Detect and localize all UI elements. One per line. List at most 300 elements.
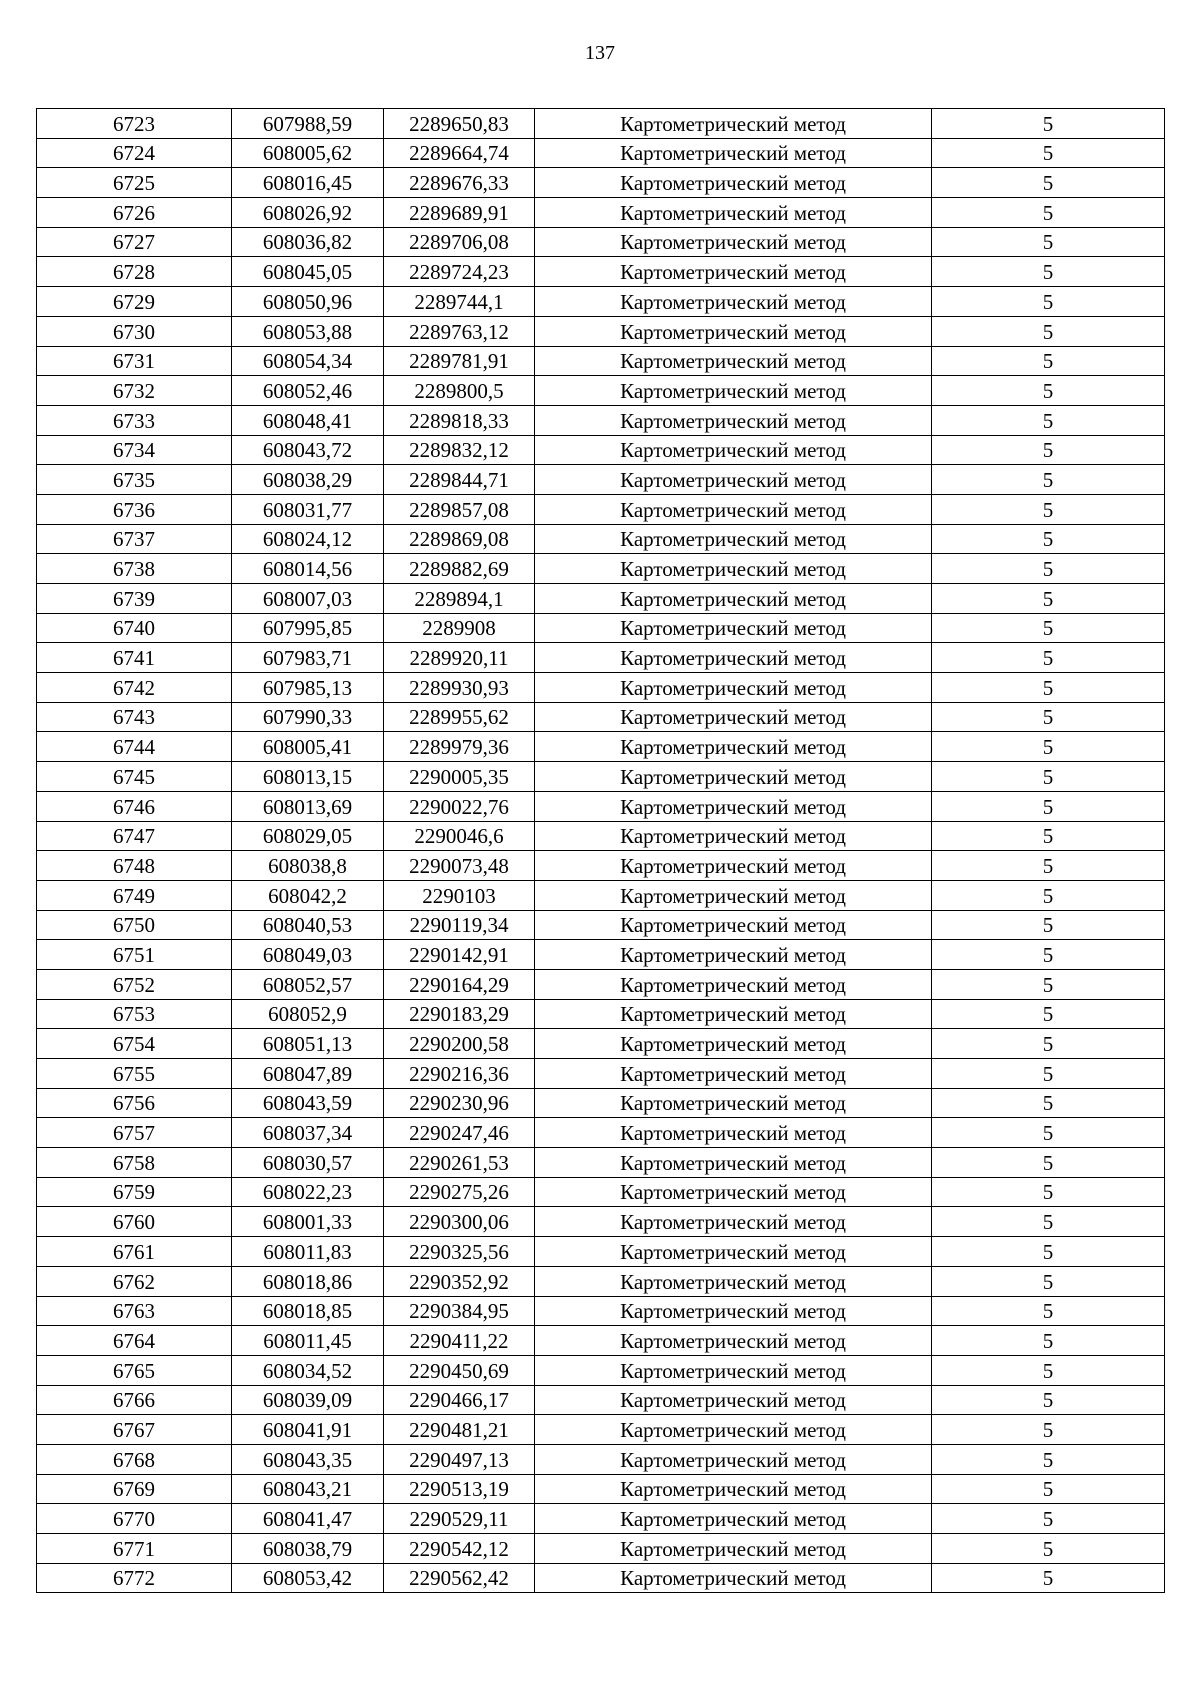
method-cell: Картометрический метод (535, 1326, 932, 1356)
point-number-cell: 6749 (37, 880, 232, 910)
accuracy-cell: 5 (932, 1415, 1165, 1445)
y-coordinate-cell: 2290513,19 (384, 1474, 535, 1504)
method-cell: Картометрический метод (535, 1237, 932, 1267)
table-row (37, 1266, 1165, 1296)
method-cell: Картометрический метод (535, 227, 932, 257)
accuracy-cell: 5 (932, 791, 1165, 821)
point-number-cell: 6748 (37, 851, 232, 881)
y-coordinate-cell: 2290411,22 (384, 1326, 535, 1356)
accuracy-cell: 5 (932, 198, 1165, 228)
y-coordinate-cell: 2290230,96 (384, 1088, 535, 1118)
point-number-cell: 6733 (37, 405, 232, 435)
y-coordinate-cell: 2290352,92 (384, 1266, 535, 1296)
table-row (37, 1326, 1165, 1356)
y-coordinate-cell: 2289724,23 (384, 257, 535, 287)
point-number-cell: 6740 (37, 613, 232, 643)
y-coordinate-cell: 2290384,95 (384, 1296, 535, 1326)
method-cell: Картометрический метод (535, 524, 932, 554)
y-coordinate-cell: 2289930,93 (384, 673, 535, 703)
accuracy-cell: 5 (932, 1474, 1165, 1504)
point-number-cell: 6727 (37, 227, 232, 257)
accuracy-cell: 5 (932, 316, 1165, 346)
method-cell: Картометрический метод (535, 732, 932, 762)
coordinates-table-body (37, 109, 1165, 1593)
table-row (37, 1444, 1165, 1474)
y-coordinate-cell: 2289744,1 (384, 287, 535, 317)
y-coordinate-cell: 2290300,06 (384, 1207, 535, 1237)
y-coordinate-cell: 2290005,35 (384, 762, 535, 792)
point-number-cell: 6742 (37, 673, 232, 703)
table-row (37, 1415, 1165, 1445)
accuracy-cell: 5 (932, 346, 1165, 376)
point-number-cell: 6752 (37, 969, 232, 999)
point-number-cell: 6741 (37, 643, 232, 673)
method-cell: Картометрический метод (535, 554, 932, 584)
x-coordinate-cell: 607990,33 (232, 702, 384, 732)
method-cell: Картометрический метод (535, 821, 932, 851)
point-number-cell: 6769 (37, 1474, 232, 1504)
table-row (37, 257, 1165, 287)
x-coordinate-cell: 608016,45 (232, 168, 384, 198)
accuracy-cell: 5 (932, 1059, 1165, 1089)
method-cell: Картометрический метод (535, 316, 932, 346)
point-number-cell: 6767 (37, 1415, 232, 1445)
point-number-cell: 6747 (37, 821, 232, 851)
y-coordinate-cell: 2289979,36 (384, 732, 535, 762)
x-coordinate-cell: 608013,69 (232, 791, 384, 821)
method-cell: Картометрический метод (535, 257, 932, 287)
method-cell: Картометрический метод (535, 910, 932, 940)
table-row (37, 554, 1165, 584)
accuracy-cell: 5 (932, 168, 1165, 198)
table-row (37, 316, 1165, 346)
table-row (37, 138, 1165, 168)
method-cell: Картометрический метод (535, 880, 932, 910)
table-row (37, 1534, 1165, 1564)
y-coordinate-cell: 2289844,71 (384, 465, 535, 495)
x-coordinate-cell: 608018,86 (232, 1266, 384, 1296)
point-number-cell: 6744 (37, 732, 232, 762)
point-number-cell: 6743 (37, 702, 232, 732)
x-coordinate-cell: 608011,45 (232, 1326, 384, 1356)
point-number-cell: 6756 (37, 1088, 232, 1118)
x-coordinate-cell: 608053,42 (232, 1563, 384, 1593)
y-coordinate-cell: 2290022,76 (384, 791, 535, 821)
accuracy-cell: 5 (932, 287, 1165, 317)
table-row (37, 1474, 1165, 1504)
y-coordinate-cell: 2290247,46 (384, 1118, 535, 1148)
table-row (37, 465, 1165, 495)
y-coordinate-cell: 2290142,91 (384, 940, 535, 970)
x-coordinate-cell: 607983,71 (232, 643, 384, 673)
method-cell: Картометрический метод (535, 1177, 932, 1207)
table-row (37, 584, 1165, 614)
method-cell: Картометрический метод (535, 346, 932, 376)
x-coordinate-cell: 608052,9 (232, 999, 384, 1029)
accuracy-cell: 5 (932, 851, 1165, 881)
x-coordinate-cell: 608047,89 (232, 1059, 384, 1089)
y-coordinate-cell: 2289920,11 (384, 643, 535, 673)
table-row (37, 1148, 1165, 1178)
point-number-cell: 6771 (37, 1534, 232, 1564)
method-cell: Картометрический метод (535, 643, 932, 673)
y-coordinate-cell: 2290261,53 (384, 1148, 535, 1178)
y-coordinate-cell: 2290275,26 (384, 1177, 535, 1207)
y-coordinate-cell: 2290450,69 (384, 1355, 535, 1385)
method-cell: Картометрический метод (535, 1534, 932, 1564)
y-coordinate-cell: 2290497,13 (384, 1444, 535, 1474)
x-coordinate-cell: 608048,41 (232, 405, 384, 435)
point-number-cell: 6755 (37, 1059, 232, 1089)
method-cell: Картометрический метод (535, 138, 932, 168)
y-coordinate-cell: 2289664,74 (384, 138, 535, 168)
x-coordinate-cell: 607995,85 (232, 613, 384, 643)
y-coordinate-cell: 2289781,91 (384, 346, 535, 376)
point-number-cell: 6751 (37, 940, 232, 970)
table-row (37, 1563, 1165, 1593)
accuracy-cell: 5 (932, 1177, 1165, 1207)
x-coordinate-cell: 608049,03 (232, 940, 384, 970)
x-coordinate-cell: 608041,47 (232, 1504, 384, 1534)
table-row (37, 702, 1165, 732)
method-cell: Картометрический метод (535, 1148, 932, 1178)
y-coordinate-cell: 2290481,21 (384, 1415, 535, 1445)
x-coordinate-cell: 608007,03 (232, 584, 384, 614)
method-cell: Картометрический метод (535, 999, 932, 1029)
table-row (37, 1237, 1165, 1267)
point-number-cell: 6723 (37, 109, 232, 139)
table-row (37, 376, 1165, 406)
method-cell: Картометрический метод (535, 1029, 932, 1059)
x-coordinate-cell: 608005,62 (232, 138, 384, 168)
y-coordinate-cell: 2290164,29 (384, 969, 535, 999)
y-coordinate-cell: 2289818,33 (384, 405, 535, 435)
point-number-cell: 6725 (37, 168, 232, 198)
method-cell: Картометрический метод (535, 851, 932, 881)
point-number-cell: 6768 (37, 1444, 232, 1474)
method-cell: Картометрический метод (535, 465, 932, 495)
x-coordinate-cell: 608022,23 (232, 1177, 384, 1207)
accuracy-cell: 5 (932, 613, 1165, 643)
method-cell: Картометрический метод (535, 1296, 932, 1326)
point-number-cell: 6772 (37, 1563, 232, 1593)
table-row (37, 1355, 1165, 1385)
point-number-cell: 6753 (37, 999, 232, 1029)
x-coordinate-cell: 608045,05 (232, 257, 384, 287)
method-cell: Картометрический метод (535, 109, 932, 139)
method-cell: Картометрический метод (535, 1504, 932, 1534)
method-cell: Картометрический метод (535, 494, 932, 524)
accuracy-cell: 5 (932, 376, 1165, 406)
method-cell: Картометрический метод (535, 1385, 932, 1415)
accuracy-cell: 5 (932, 138, 1165, 168)
point-number-cell: 6735 (37, 465, 232, 495)
table-row (37, 851, 1165, 881)
y-coordinate-cell: 2289955,62 (384, 702, 535, 732)
method-cell: Картометрический метод (535, 1444, 932, 1474)
y-coordinate-cell: 2290562,42 (384, 1563, 535, 1593)
accuracy-cell: 5 (932, 999, 1165, 1029)
table-row (37, 346, 1165, 376)
accuracy-cell: 5 (932, 554, 1165, 584)
table-row (37, 673, 1165, 703)
method-cell: Картометрический метод (535, 673, 932, 703)
accuracy-cell: 5 (932, 702, 1165, 732)
y-coordinate-cell: 2289763,12 (384, 316, 535, 346)
method-cell: Картометрический метод (535, 168, 932, 198)
accuracy-cell: 5 (932, 1355, 1165, 1385)
point-number-cell: 6763 (37, 1296, 232, 1326)
accuracy-cell: 5 (932, 1207, 1165, 1237)
accuracy-cell: 5 (932, 109, 1165, 139)
table-row (37, 940, 1165, 970)
x-coordinate-cell: 608050,96 (232, 287, 384, 317)
x-coordinate-cell: 608037,34 (232, 1118, 384, 1148)
table-row (37, 227, 1165, 257)
accuracy-cell: 5 (932, 465, 1165, 495)
method-cell: Картометрический метод (535, 287, 932, 317)
x-coordinate-cell: 608034,52 (232, 1355, 384, 1385)
method-cell: Картометрический метод (535, 1415, 932, 1445)
x-coordinate-cell: 608041,91 (232, 1415, 384, 1445)
accuracy-cell: 5 (932, 940, 1165, 970)
x-coordinate-cell: 608051,13 (232, 1029, 384, 1059)
accuracy-cell: 5 (932, 1237, 1165, 1267)
table-row (37, 435, 1165, 465)
accuracy-cell: 5 (932, 1029, 1165, 1059)
table-row (37, 821, 1165, 851)
x-coordinate-cell: 608043,21 (232, 1474, 384, 1504)
method-cell: Картометрический метод (535, 435, 932, 465)
point-number-cell: 6732 (37, 376, 232, 406)
table-row (37, 1118, 1165, 1148)
table-row (37, 168, 1165, 198)
point-number-cell: 6729 (37, 287, 232, 317)
x-coordinate-cell: 608053,88 (232, 316, 384, 346)
y-coordinate-cell: 2290103 (384, 880, 535, 910)
table-row (37, 198, 1165, 228)
table-row (37, 1385, 1165, 1415)
method-cell: Картометрический метод (535, 405, 932, 435)
accuracy-cell: 5 (932, 910, 1165, 940)
table-row (37, 791, 1165, 821)
point-number-cell: 6739 (37, 584, 232, 614)
point-number-cell: 6734 (37, 435, 232, 465)
table-row (37, 762, 1165, 792)
method-cell: Картометрический метод (535, 1563, 932, 1593)
method-cell: Картометрический метод (535, 376, 932, 406)
method-cell: Картометрический метод (535, 584, 932, 614)
table-row (37, 643, 1165, 673)
accuracy-cell: 5 (932, 1534, 1165, 1564)
point-number-cell: 6736 (37, 494, 232, 524)
accuracy-cell: 5 (932, 1504, 1165, 1534)
accuracy-cell: 5 (932, 1385, 1165, 1415)
x-coordinate-cell: 608052,57 (232, 969, 384, 999)
y-coordinate-cell: 2290200,58 (384, 1029, 535, 1059)
x-coordinate-cell: 608014,56 (232, 554, 384, 584)
point-number-cell: 6726 (37, 198, 232, 228)
method-cell: Картометрический метод (535, 1118, 932, 1148)
method-cell: Картометрический метод (535, 702, 932, 732)
accuracy-cell: 5 (932, 1266, 1165, 1296)
x-coordinate-cell: 608052,46 (232, 376, 384, 406)
y-coordinate-cell: 2289676,33 (384, 168, 535, 198)
y-coordinate-cell: 2289894,1 (384, 584, 535, 614)
table-row (37, 999, 1165, 1029)
accuracy-cell: 5 (932, 1326, 1165, 1356)
x-coordinate-cell: 608043,72 (232, 435, 384, 465)
method-cell: Картометрический метод (535, 969, 932, 999)
x-coordinate-cell: 608001,33 (232, 1207, 384, 1237)
accuracy-cell: 5 (932, 762, 1165, 792)
table-row (37, 732, 1165, 762)
coordinates-table (36, 108, 1165, 1593)
point-number-cell: 6730 (37, 316, 232, 346)
accuracy-cell: 5 (932, 257, 1165, 287)
table-row (37, 405, 1165, 435)
point-number-cell: 6757 (37, 1118, 232, 1148)
point-number-cell: 6765 (37, 1355, 232, 1385)
table-row (37, 1296, 1165, 1326)
table-row (37, 494, 1165, 524)
method-cell: Картометрический метод (535, 1088, 932, 1118)
x-coordinate-cell: 608054,34 (232, 346, 384, 376)
accuracy-cell: 5 (932, 1296, 1165, 1326)
x-coordinate-cell: 608038,79 (232, 1534, 384, 1564)
method-cell: Картометрический метод (535, 940, 932, 970)
x-coordinate-cell: 608011,83 (232, 1237, 384, 1267)
y-coordinate-cell: 2290529,11 (384, 1504, 535, 1534)
point-number-cell: 6750 (37, 910, 232, 940)
table-row (37, 969, 1165, 999)
accuracy-cell: 5 (932, 1088, 1165, 1118)
table-row (37, 524, 1165, 554)
accuracy-cell: 5 (932, 1563, 1165, 1593)
accuracy-cell: 5 (932, 435, 1165, 465)
x-coordinate-cell: 608018,85 (232, 1296, 384, 1326)
x-coordinate-cell: 607985,13 (232, 673, 384, 703)
table-row (37, 1504, 1165, 1534)
accuracy-cell: 5 (932, 673, 1165, 703)
point-number-cell: 6724 (37, 138, 232, 168)
point-number-cell: 6770 (37, 1504, 232, 1534)
accuracy-cell: 5 (932, 732, 1165, 762)
y-coordinate-cell: 2290466,17 (384, 1385, 535, 1415)
y-coordinate-cell: 2290216,36 (384, 1059, 535, 1089)
y-coordinate-cell: 2290183,29 (384, 999, 535, 1029)
method-cell: Картометрический метод (535, 198, 932, 228)
accuracy-cell: 5 (932, 880, 1165, 910)
point-number-cell: 6737 (37, 524, 232, 554)
table-row (37, 1207, 1165, 1237)
y-coordinate-cell: 2290119,34 (384, 910, 535, 940)
accuracy-cell: 5 (932, 524, 1165, 554)
y-coordinate-cell: 2289800,5 (384, 376, 535, 406)
point-number-cell: 6728 (37, 257, 232, 287)
accuracy-cell: 5 (932, 1444, 1165, 1474)
x-coordinate-cell: 608005,41 (232, 732, 384, 762)
accuracy-cell: 5 (932, 405, 1165, 435)
x-coordinate-cell: 608031,77 (232, 494, 384, 524)
table-row (37, 910, 1165, 940)
x-coordinate-cell: 608040,53 (232, 910, 384, 940)
point-number-cell: 6746 (37, 791, 232, 821)
x-coordinate-cell: 608043,35 (232, 1444, 384, 1474)
x-coordinate-cell: 608030,57 (232, 1148, 384, 1178)
x-coordinate-cell: 607988,59 (232, 109, 384, 139)
y-coordinate-cell: 2290542,12 (384, 1534, 535, 1564)
accuracy-cell: 5 (932, 969, 1165, 999)
point-number-cell: 6764 (37, 1326, 232, 1356)
table-row (37, 1088, 1165, 1118)
table-row (37, 1029, 1165, 1059)
point-number-cell: 6745 (37, 762, 232, 792)
accuracy-cell: 5 (932, 643, 1165, 673)
point-number-cell: 6762 (37, 1266, 232, 1296)
x-coordinate-cell: 608036,82 (232, 227, 384, 257)
y-coordinate-cell: 2289882,69 (384, 554, 535, 584)
y-coordinate-cell: 2289869,08 (384, 524, 535, 554)
x-coordinate-cell: 608013,15 (232, 762, 384, 792)
method-cell: Картометрический метод (535, 762, 932, 792)
accuracy-cell: 5 (932, 494, 1165, 524)
method-cell: Картометрический метод (535, 1207, 932, 1237)
point-number-cell: 6766 (37, 1385, 232, 1415)
y-coordinate-cell: 2289832,12 (384, 435, 535, 465)
method-cell: Картометрический метод (535, 1266, 932, 1296)
x-coordinate-cell: 608038,29 (232, 465, 384, 495)
method-cell: Картометрический метод (535, 613, 932, 643)
table-row (37, 1059, 1165, 1089)
y-coordinate-cell: 2289650,83 (384, 109, 535, 139)
y-coordinate-cell: 2289857,08 (384, 494, 535, 524)
table-row (37, 880, 1165, 910)
y-coordinate-cell: 2289689,91 (384, 198, 535, 228)
point-number-cell: 6754 (37, 1029, 232, 1059)
x-coordinate-cell: 608042,2 (232, 880, 384, 910)
point-number-cell: 6758 (37, 1148, 232, 1178)
x-coordinate-cell: 608024,12 (232, 524, 384, 554)
table-row (37, 613, 1165, 643)
point-number-cell: 6760 (37, 1207, 232, 1237)
accuracy-cell: 5 (932, 821, 1165, 851)
x-coordinate-cell: 608026,92 (232, 198, 384, 228)
x-coordinate-cell: 608043,59 (232, 1088, 384, 1118)
page-number: 137 (585, 42, 615, 64)
point-number-cell: 6738 (37, 554, 232, 584)
point-number-cell: 6759 (37, 1177, 232, 1207)
x-coordinate-cell: 608039,09 (232, 1385, 384, 1415)
accuracy-cell: 5 (932, 584, 1165, 614)
method-cell: Картометрический метод (535, 1059, 932, 1089)
y-coordinate-cell: 2289706,08 (384, 227, 535, 257)
y-coordinate-cell: 2290325,56 (384, 1237, 535, 1267)
y-coordinate-cell: 2290046,6 (384, 821, 535, 851)
method-cell: Картометрический метод (535, 791, 932, 821)
method-cell: Картометрический метод (535, 1474, 932, 1504)
table-row (37, 1177, 1165, 1207)
accuracy-cell: 5 (932, 1148, 1165, 1178)
accuracy-cell: 5 (932, 1118, 1165, 1148)
table-row (37, 109, 1165, 139)
x-coordinate-cell: 608038,8 (232, 851, 384, 881)
point-number-cell: 6761 (37, 1237, 232, 1267)
table-row (37, 287, 1165, 317)
accuracy-cell: 5 (932, 227, 1165, 257)
method-cell: Картометрический метод (535, 1355, 932, 1385)
x-coordinate-cell: 608029,05 (232, 821, 384, 851)
